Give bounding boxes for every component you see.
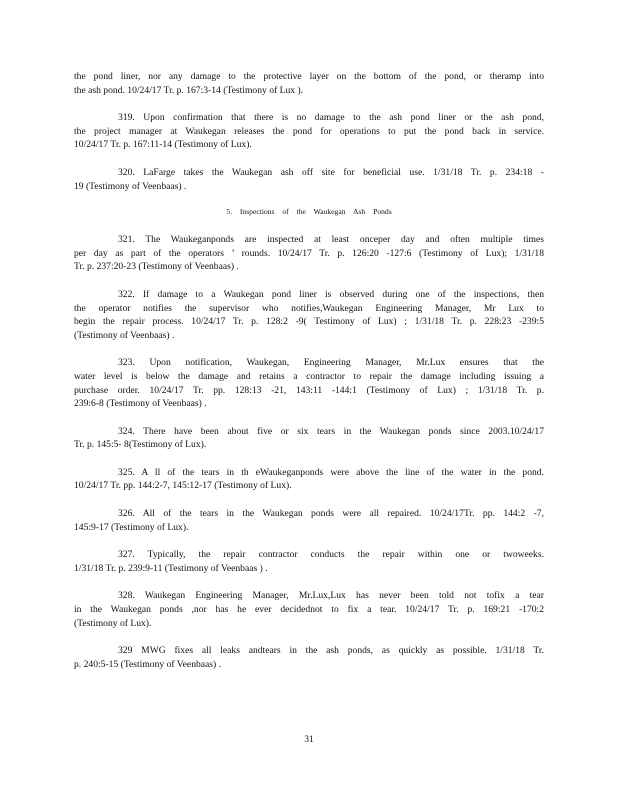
paragraph-328 <box>74 589 544 630</box>
text-line: 323. Upon notification, Waukegan, Engineering Manager, Mr.Lux ensures that the <box>118 357 544 369</box>
text-line: 322. If damage to a Waukegan pond liner is observed during one of the inspections, then <box>118 288 544 300</box>
text-line: 320. LaFarge takes the Waukegan ash off site for beneficial use. 1/31/18 Tr. p. 234:18 - <box>118 166 544 178</box>
section-heading: 5. Inspections of the Waukegan Ash Ponds <box>226 207 392 217</box>
text-line: 328. Waukegan Engineering Manager, Mr.Lux,Lux has never been told not tofix a tear <box>118 590 544 602</box>
page-number: 31 <box>304 734 314 745</box>
text-line: per day as part of the operators ’ rounds. 10/24/17 Tr. p. 126:20 -127:6 (Testimony of Lux); 1/31/18 <box>74 247 544 259</box>
paragraph-323 <box>74 356 544 410</box>
text-line: 10/24/17 Tr. p. 167:11-14 (Testimony of Lux). <box>74 139 252 151</box>
text-line: begin the repair process. 10/24/17 Tr. p. 128:2 -9( Testimony of Lux) ; 1/31/18 Tr. p. 228:23 -239:5 <box>74 316 544 328</box>
text-line: (Testimony of Veenbaas) . <box>74 329 175 341</box>
paragraph-318-continued <box>74 70 544 97</box>
text-line: (Testimony of Lux). <box>74 617 152 629</box>
paragraph-324 <box>74 425 544 452</box>
text-line: water level is below the damage and retains a contractor to repair the damage including issuing a <box>74 370 544 382</box>
text-line: the project manager at Waukegan releases the pond for operations to put the pond back in service. <box>74 125 544 137</box>
text-line: 327. Typically, the repair contractor conducts the repair within one or twoweeks. <box>118 549 544 561</box>
text-line: 239:6-8 (Testimony of Veenbaas) . <box>74 398 207 410</box>
text-line: Tr. p. 237:20-23 (Testimony of Veenbaas) . <box>74 261 239 273</box>
text-line: 19 (Testimony of Veenbaas) . <box>74 180 187 192</box>
text-line: the ash pond. 10/24/17 Tr. p. 167:3-14 (Testimony of Lux ). <box>74 84 304 96</box>
text-line: p. 240:5-15 (Testimony of Veenbaas) . <box>74 658 222 670</box>
text-line: the pond liner, nor any damage to the protective layer on the bottom of the pond, or theramp into <box>74 71 544 82</box>
paragraph-327 <box>74 548 544 575</box>
text-line: purchase order. 10/24/17 Tr. pp. 128:13 -21, 143:11 -144:1 (Testimony of Lux) ; 1/31/18 Tr. p. <box>74 384 544 396</box>
paragraph-320 <box>74 166 544 193</box>
text-line: 326. All of the tears in the Waukegan ponds were all repaired. 10/24/17Tr. pp. 144:2 -7, <box>118 508 544 520</box>
text-line: 319. Upon confirmation that there is no damage to the ash pond liner or the ash pond, <box>118 112 544 124</box>
text-line: 324. There have been about five or six tears in the Waukegan ponds since 2003.10/24/17 <box>118 425 544 437</box>
text-line: 1/31/18 Tr. p. 239:9-11 (Testimony of Veenbaas ) . <box>74 562 268 574</box>
text-line: 145:9-17 (Testimony of Lux). <box>74 521 189 533</box>
text-line: 321. The Waukeganponds are inspected at least onceper day and often multiple times <box>118 234 544 246</box>
text-line: the operator notifies the supervisor who notifies,Waukegan Engineering Manager, Mr Lux to <box>74 302 544 314</box>
paragraph-321 <box>74 233 544 274</box>
document-body <box>74 70 544 685</box>
text-line: 325. A ll of the tears in th eWaukeganponds were above the line of the water in the pond. <box>118 466 544 478</box>
text-line: 10/24/17 Tr. pp. 144:2-7, 145:12-17 (Testimony of Lux). <box>74 480 292 492</box>
paragraph-329 <box>74 644 544 671</box>
paragraph-325 <box>74 466 544 493</box>
text-line: in the Waukegan ponds ,nor has he ever decidednot to fix a tear. 10/24/17 Tr. p. 169:21 -170:2 <box>74 604 544 616</box>
paragraph-326 <box>74 507 544 534</box>
text-line: 329 MWG fixes all leaks andtears in the ash ponds, as quickly as possible. 1/31/18 Tr. <box>118 645 544 657</box>
paragraph-319 <box>74 111 544 152</box>
text-line: Tr. p. 145:5- 8(Testimony of Lux). <box>74 439 207 451</box>
paragraph-322 <box>74 288 544 342</box>
